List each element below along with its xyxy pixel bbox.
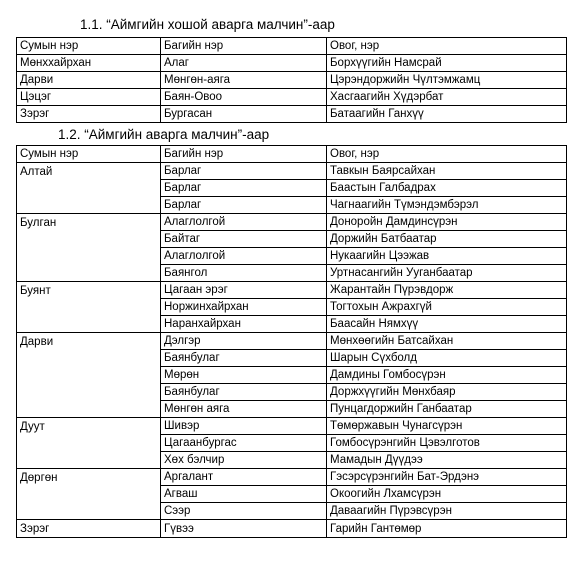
table-row bbox=[17, 214, 567, 231]
person-name-cell: Уртнасангийн Ууганбаатар bbox=[327, 265, 567, 282]
bag-name-cell: Шивэр bbox=[161, 418, 327, 435]
bag-name-cell: Наранхайрхан bbox=[161, 316, 327, 333]
table-row bbox=[17, 282, 567, 299]
person-name-cell: Гарийн Гантөмөр bbox=[327, 520, 567, 538]
person-name-cell: Мөнхөөгийн Батсайхан bbox=[327, 333, 567, 350]
person-name-cell: Тавкын Баярсайхан bbox=[327, 163, 567, 180]
sum-name-cell: Зэрэг bbox=[17, 520, 161, 538]
bag-name-cell: Баянгол bbox=[161, 265, 327, 282]
sum-name-cell: Дарви bbox=[17, 72, 161, 89]
table-row bbox=[17, 55, 567, 72]
bag-name-cell: Цагаанбургас bbox=[161, 435, 327, 452]
person-name-cell: Борхүүгийн Намсрай bbox=[327, 55, 567, 72]
column-header: Багийн нэр bbox=[161, 38, 327, 55]
bag-name-cell: Алаглолгой bbox=[161, 248, 327, 265]
bag-name-cell: Алаглолгой bbox=[161, 214, 327, 231]
bag-name-cell: Баянбулаг bbox=[161, 384, 327, 401]
section-2-heading: 1.2. “Аймгийн аварга малчин”-аар bbox=[58, 127, 270, 142]
person-name-cell: Шарын Сүхболд bbox=[327, 350, 567, 367]
person-name-cell: Доржийн Батбаатар bbox=[327, 231, 567, 248]
section-1-heading: 1.1. “Аймгийн хошой аварга малчин”-аар bbox=[80, 17, 335, 32]
sum-name-cell: Цэцэг bbox=[17, 89, 161, 106]
table-row bbox=[17, 520, 567, 538]
person-name-cell: Хасгаагийн Хүдэрбат bbox=[327, 89, 567, 106]
column-header: Сумын нэр bbox=[17, 38, 161, 55]
bag-name-cell: Байтаг bbox=[161, 231, 327, 248]
bag-name-cell: Дэлгэр bbox=[161, 333, 327, 350]
bag-name-cell: Бургасан bbox=[161, 106, 327, 123]
table-aimag-champion-herders bbox=[16, 145, 567, 538]
bag-name-cell: Аргалант bbox=[161, 469, 327, 486]
column-header: Багийн нэр bbox=[161, 146, 327, 163]
bag-name-cell: Мөнгөн-аяга bbox=[161, 72, 327, 89]
person-name-cell: Пунцагдоржийн Ганбаатар bbox=[327, 401, 567, 418]
person-name-cell: Гомбосүрэнгийн Цэвэлготов bbox=[327, 435, 567, 452]
table-row bbox=[17, 418, 567, 435]
bag-name-cell: Мөнгөн аяга bbox=[161, 401, 327, 418]
person-name-cell: Окоогийн Лхамсүрэн bbox=[327, 486, 567, 503]
person-name-cell: Баастын Галбадрах bbox=[327, 180, 567, 197]
table-row bbox=[17, 333, 567, 350]
table-row bbox=[17, 469, 567, 486]
sum-name-cell: Алтай bbox=[17, 163, 161, 214]
sum-name-cell: Булган bbox=[17, 214, 161, 282]
person-name-cell: Баасайн Нямхүү bbox=[327, 316, 567, 333]
person-name-cell: Цэрэндоржийн Чүлтэмжамц bbox=[327, 72, 567, 89]
bag-name-cell: Алаг bbox=[161, 55, 327, 72]
person-name-cell: Жарантайн Пүрэвдорж bbox=[327, 282, 567, 299]
bag-name-cell: Хөх бэлчир bbox=[161, 452, 327, 469]
person-name-cell: Гэсэрсүрэнгийн Бат-Эрдэнэ bbox=[327, 469, 567, 486]
person-name-cell: Доноройн Дамдинсүрэн bbox=[327, 214, 567, 231]
person-name-cell: Нукаагийн Цээжав bbox=[327, 248, 567, 265]
person-name-cell: Тогтохын Ажрахгүй bbox=[327, 299, 567, 316]
person-name-cell: Дамдины Гомбосүрэн bbox=[327, 367, 567, 384]
person-name-cell: Төмөржавын Чунагсүрэн bbox=[327, 418, 567, 435]
table-row bbox=[17, 72, 567, 89]
person-name-cell: Доржхүүгийн Мөнхбаяр bbox=[327, 384, 567, 401]
table-aimag-double-champion-herders bbox=[16, 37, 567, 123]
bag-name-cell: Барлаг bbox=[161, 163, 327, 180]
bag-name-cell: Норжинхайрхан bbox=[161, 299, 327, 316]
table-row bbox=[17, 163, 567, 180]
sum-name-cell: Дарви bbox=[17, 333, 161, 418]
person-name-cell: Батаагийн Ганхүү bbox=[327, 106, 567, 123]
sum-name-cell: Дуут bbox=[17, 418, 161, 469]
bag-name-cell: Мөрөн bbox=[161, 367, 327, 384]
bag-name-cell: Агваш bbox=[161, 486, 327, 503]
bag-name-cell: Баян-Овоо bbox=[161, 89, 327, 106]
table-header-row bbox=[17, 38, 567, 55]
column-header: Овог, нэр bbox=[327, 146, 567, 163]
bag-name-cell: Барлаг bbox=[161, 180, 327, 197]
bag-name-cell: Барлаг bbox=[161, 197, 327, 214]
sum-name-cell: Мөнххайрхан bbox=[17, 55, 161, 72]
table-header-row bbox=[17, 146, 567, 163]
bag-name-cell: Гүвээ bbox=[161, 520, 327, 538]
sum-name-cell: Дөргөн bbox=[17, 469, 161, 520]
sum-name-cell: Зэрэг bbox=[17, 106, 161, 123]
person-name-cell: Мамадын Дүүдээ bbox=[327, 452, 567, 469]
table-row bbox=[17, 106, 567, 123]
bag-name-cell: Сээр bbox=[161, 503, 327, 520]
table-row bbox=[17, 89, 567, 106]
column-header: Сумын нэр bbox=[17, 146, 161, 163]
sum-name-cell: Буянт bbox=[17, 282, 161, 333]
column-header: Овог, нэр bbox=[327, 38, 567, 55]
person-name-cell: Чагнаагийн Түмэндэмбэрэл bbox=[327, 197, 567, 214]
bag-name-cell: Цагаан эрэг bbox=[161, 282, 327, 299]
bag-name-cell: Баянбулаг bbox=[161, 350, 327, 367]
person-name-cell: Даваагийн Пүрэвсүрэн bbox=[327, 503, 567, 520]
